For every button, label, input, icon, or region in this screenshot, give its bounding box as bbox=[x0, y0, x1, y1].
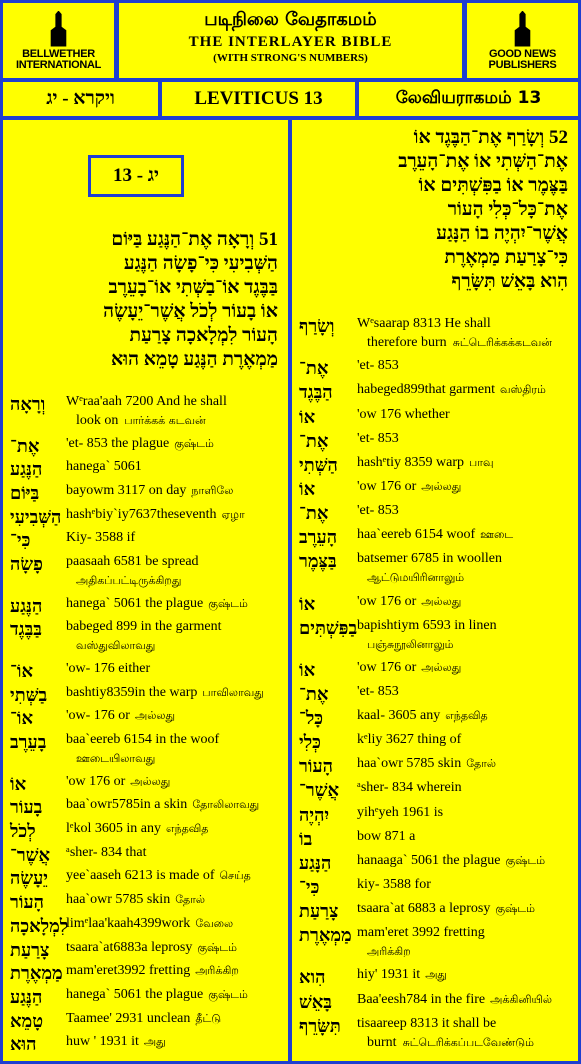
tamil-gloss: குஷ்டம் bbox=[505, 853, 546, 867]
left-word-list bbox=[10, 394, 282, 1058]
hebrew-word: הַנֶּגַע bbox=[10, 459, 43, 480]
title-panel bbox=[119, 3, 462, 78]
tamil-gloss: அது bbox=[143, 1035, 166, 1049]
book-hebrew: ויקרא - יג bbox=[3, 82, 158, 116]
transliteration-gloss bbox=[357, 407, 450, 423]
transliteration-gloss bbox=[357, 992, 552, 1008]
tamil-gloss: ஊடையிலாவது bbox=[76, 752, 156, 766]
tamil-gloss: சுட்டெரிக்கப்படவேண்டும் bbox=[402, 1035, 534, 1049]
gloss-text: kaal- 3605 any bbox=[357, 708, 441, 724]
left-logo-text: BELLWETHER INTERNATIONAL bbox=[15, 47, 102, 71]
gloss-text: 'ow 176 or bbox=[66, 773, 126, 789]
hebrew-word: מַמְאֶרֶת bbox=[10, 963, 63, 984]
gloss-text: bayowm 3117 on day bbox=[66, 482, 187, 498]
transliteration-gloss bbox=[357, 503, 399, 519]
tamil-gloss: அல்லது bbox=[134, 709, 175, 723]
transliteration-gloss bbox=[66, 774, 170, 790]
gloss-text: baa`eereb 6154 in the woof bbox=[66, 732, 220, 748]
tamil-gloss: அது bbox=[425, 968, 447, 982]
hebrew-word: הוּא bbox=[10, 1034, 37, 1055]
book-tamil: லேவியராகமம் 13 bbox=[359, 82, 578, 116]
gloss-text: tisaareep 8313 it shall be bbox=[357, 1015, 497, 1031]
transliteration-gloss bbox=[66, 554, 199, 570]
transliteration-gloss bbox=[66, 940, 237, 956]
hebrew-word: אֶת־ bbox=[299, 502, 329, 523]
transliteration-gloss bbox=[357, 358, 399, 374]
gloss-text: hashᵉtiy 8359 warp bbox=[357, 454, 465, 470]
hebrew-word: וְרָאָה bbox=[10, 394, 46, 414]
gloss-continuation bbox=[367, 570, 464, 586]
transliteration-gloss bbox=[66, 1011, 221, 1027]
gloss-text: 'ow 176 or bbox=[357, 659, 417, 675]
gloss-text: 'ow 176 or bbox=[357, 478, 417, 494]
tamil-gloss: குஷ்டம் bbox=[208, 596, 248, 610]
transliteration-gloss bbox=[66, 394, 227, 410]
hebrew-word: בַּבֶּגֶד bbox=[10, 619, 42, 640]
hebrew-word: צָרַעַת bbox=[10, 939, 50, 960]
gloss-continuation bbox=[367, 944, 411, 960]
tamil-gloss: நாளிலே bbox=[191, 483, 234, 497]
verse-line: 51 וְרָאָה אֶת־הַנֶּגַע בַּיּוֹם bbox=[111, 229, 278, 250]
tamil-gloss: எந்தவித bbox=[165, 822, 209, 836]
transliteration-gloss bbox=[66, 436, 214, 452]
gloss-text: Wᵉraa'aah 7200 And he shall bbox=[66, 394, 227, 409]
transliteration-gloss bbox=[357, 780, 462, 796]
transliteration-gloss bbox=[66, 507, 245, 523]
gloss-continuation-text: therefore burn bbox=[367, 335, 447, 350]
transliteration-gloss bbox=[66, 868, 251, 884]
transliteration-gloss bbox=[357, 925, 485, 941]
tamil-gloss: குஷ்டம் bbox=[174, 436, 214, 450]
gloss-text: hiy' 1931 it bbox=[357, 967, 421, 983]
gloss-text: bashtiy8359in the warp bbox=[66, 684, 198, 700]
verse-line: הָעוֹר לִמְלָאכָה צָרַעַת bbox=[129, 325, 278, 346]
gloss-text: tsaara`at6883a leprosy bbox=[66, 939, 193, 955]
gloss-text: ᵃsher- 834 wherein bbox=[357, 780, 462, 796]
hebrew-word: בַפִּשְׁתִּים bbox=[299, 617, 358, 638]
tamil-gloss: வஸ்துவிலாவது bbox=[76, 639, 156, 653]
transliteration-gloss bbox=[357, 901, 535, 917]
verse-line: 52 וְשָׂרַף אֶת־הַבֶּגֶד אוֹ bbox=[413, 127, 568, 148]
hebrew-word: אֶת־ bbox=[299, 684, 329, 705]
hebrew-word: הִוא bbox=[299, 967, 326, 988]
tamil-gloss: குஷ்டம் bbox=[197, 940, 237, 954]
right-logo-text: GOOD NEWS PUBLISHERS bbox=[488, 47, 557, 71]
hebrew-word: הַנָּגַע bbox=[299, 852, 332, 873]
gloss-text: kiy- 3588 for bbox=[357, 876, 431, 892]
gloss-text: baa`owr5785in a skin bbox=[66, 797, 188, 813]
hebrew-word: אוֹ bbox=[299, 593, 316, 614]
left-logo bbox=[3, 3, 114, 78]
transliteration-gloss bbox=[357, 708, 488, 724]
gloss-text: hashᵉbiy`iy7637theseventh bbox=[66, 506, 217, 522]
transliteration-gloss bbox=[357, 527, 513, 543]
transliteration-gloss bbox=[357, 732, 461, 748]
transliteration-gloss bbox=[357, 829, 415, 845]
hebrew-word: הָעוֹר bbox=[299, 756, 333, 777]
gloss-text: mam'eret3992 fretting bbox=[66, 963, 191, 979]
transliteration-gloss bbox=[357, 551, 502, 567]
hebrew-word: הָעוֹר bbox=[10, 892, 44, 913]
chapter-box: יג - 13 bbox=[88, 155, 184, 197]
gloss-continuation bbox=[76, 573, 181, 589]
hebrew-word: אֶת־ bbox=[299, 430, 329, 451]
hebrew-word: אוֹ bbox=[299, 406, 316, 427]
hebrew-word: טָמֵא bbox=[10, 1010, 44, 1031]
hebrew-word: וְשָׂרַף bbox=[299, 316, 335, 336]
transliteration-gloss bbox=[66, 483, 233, 499]
transliteration-gloss bbox=[66, 963, 239, 979]
gloss-continuation bbox=[76, 413, 206, 429]
tamil-gloss: குஷ்டம் bbox=[495, 902, 535, 916]
gloss-text: haa`owr 5785 skin bbox=[357, 756, 462, 772]
transliteration-gloss bbox=[66, 845, 147, 861]
tamil-gloss: தோல் bbox=[175, 893, 206, 907]
gloss-text: 'et- 853 bbox=[357, 430, 399, 446]
tamil-gloss: அரிக்கிற bbox=[195, 964, 239, 978]
transliteration-gloss bbox=[66, 892, 205, 908]
gloss-text: hanega` 5061 the plague bbox=[66, 986, 204, 1002]
transliteration-gloss bbox=[357, 684, 399, 700]
gloss-text: tsaara`at 6883 a leprosy bbox=[357, 901, 491, 917]
gloss-text: ᵃsher- 834 that bbox=[66, 844, 147, 860]
transliteration-gloss bbox=[357, 853, 545, 869]
title-tamil: படிநிலை வேதாகமம் bbox=[204, 9, 377, 30]
transliteration-gloss bbox=[357, 967, 447, 983]
gloss-continuation bbox=[367, 637, 454, 653]
tamil-gloss: எந்தவித bbox=[445, 709, 488, 723]
gloss-text: 'ow- 176 either bbox=[66, 660, 151, 676]
gloss-text: kᵉliy 3627 thing of bbox=[357, 732, 462, 748]
transliteration-gloss bbox=[66, 797, 259, 813]
gloss-text: 'et- 853 bbox=[357, 502, 399, 518]
transliteration-gloss bbox=[66, 530, 135, 546]
tamil-gloss: வேலை bbox=[195, 916, 234, 930]
gloss-continuation bbox=[76, 638, 155, 654]
bellwether-logo-icon bbox=[46, 11, 72, 47]
right-word-list bbox=[299, 316, 573, 1058]
gloss-text: batsemer 6785 in woollen bbox=[357, 551, 503, 567]
gloss-text: Wᵉsaarap 8313 He shall bbox=[357, 316, 491, 331]
transliteration-gloss bbox=[357, 805, 443, 821]
gloss-continuation bbox=[367, 1035, 534, 1051]
gloss-text: lᵉkol 3605 in any bbox=[66, 821, 161, 837]
transliteration-gloss bbox=[357, 1016, 496, 1032]
tamil-gloss: குஷ்டம் bbox=[208, 987, 248, 1001]
hebrew-word: הַשְּׁבִיעִי bbox=[10, 506, 62, 527]
verse-line: בַּבֶּגֶד אוֹ־בַשְּׁתִי אוֹ־בָעֵרֶב bbox=[108, 277, 278, 298]
hebrew-word: אוֹ bbox=[10, 773, 27, 794]
verse-line: מַמְאֶרֶת הַנֶּגַע טָמֵא הוּא bbox=[111, 349, 278, 370]
verse-line: הִוא בָּאֵשׁ תִּשָּׂרֵף bbox=[451, 271, 568, 292]
right-verse bbox=[300, 126, 568, 294]
hebrew-word: פָשָׂה bbox=[10, 554, 43, 575]
verse-line: אוֹ בָעוֹר לְכֹל אֲשֶׁר־יֵעָשֶׂה bbox=[103, 301, 278, 322]
gloss-text: 'et- 853 bbox=[357, 684, 399, 700]
gloss-continuation-text: burnt bbox=[367, 1034, 397, 1050]
hebrew-word: אֲשֶׁר־ bbox=[10, 844, 51, 865]
gloss-text: paasaah 6581 be spread bbox=[66, 554, 199, 570]
hebrew-word: כִּי־ bbox=[10, 530, 31, 551]
title-english: THE INTERLAYER BIBLE bbox=[188, 34, 393, 50]
tamil-gloss: பாவிலாவது bbox=[202, 685, 264, 699]
hebrew-word: לְכֹל bbox=[10, 821, 36, 842]
hebrew-word: בַּצֶּמֶר bbox=[299, 551, 337, 572]
hebrew-word: אֶת־ bbox=[10, 435, 40, 456]
tamil-gloss: செய்த bbox=[219, 869, 251, 883]
gloss-text: 'et- 853 the plague bbox=[66, 435, 170, 451]
good-news-logo-icon bbox=[510, 11, 536, 47]
verse-line: אֶת־הַשְּׁתִי אוֹ אֶת־הָעֵרֶב bbox=[398, 151, 568, 172]
gloss-text: bow 871 a bbox=[357, 828, 416, 844]
verse-line: הַשְּׁבִיעִי כִּי־פָשָׂה הַנֶּגַע bbox=[123, 253, 278, 274]
tamil-gloss: தீட்டு bbox=[195, 1011, 222, 1025]
gloss-continuation bbox=[367, 335, 552, 351]
transliteration-gloss bbox=[66, 1034, 166, 1050]
hebrew-word: בַשְּׁתִי bbox=[10, 684, 48, 705]
transliteration-gloss bbox=[357, 594, 461, 610]
hebrew-word: בָעֵרֶב bbox=[10, 732, 47, 753]
transliteration-gloss bbox=[66, 685, 264, 701]
hebrew-word: הַבֶּגֶד bbox=[299, 382, 333, 403]
transliteration-gloss bbox=[66, 708, 175, 724]
tamil-gloss: வஸ்திரம் bbox=[500, 383, 546, 397]
gloss-text: hanaaga` 5061 the plague bbox=[357, 852, 501, 868]
hebrew-word: מַמְאֶרֶת bbox=[299, 925, 352, 946]
tamil-gloss: ஏழா bbox=[221, 507, 245, 521]
gloss-text: mam'eret 3992 fretting bbox=[357, 925, 485, 941]
gloss-text: hanega` 5061 bbox=[66, 459, 142, 475]
tamil-gloss: அல்லது bbox=[421, 660, 462, 674]
gloss-text: 'ow- 176 or bbox=[66, 708, 130, 724]
hebrew-word: אוֹ bbox=[299, 478, 316, 499]
hebrew-word: יֵעָשֶׂה bbox=[10, 868, 49, 889]
gloss-text: 'ow 176 whether bbox=[357, 406, 450, 422]
tamil-gloss: அல்லது bbox=[130, 774, 171, 788]
tamil-gloss: அரிக்கிற bbox=[367, 945, 411, 959]
transliteration-gloss bbox=[66, 459, 142, 475]
hebrew-word: הַשְּׁתִי bbox=[299, 454, 338, 475]
tamil-gloss: அக்கினியில் bbox=[490, 992, 552, 1006]
hebrew-word: אוֹ־ bbox=[10, 708, 34, 729]
transliteration-gloss bbox=[357, 382, 546, 398]
tamil-gloss: அதிகப்பட்டிருக்கிறது bbox=[76, 574, 182, 588]
hebrew-word: בַּיּוֹם bbox=[10, 482, 40, 503]
hebrew-word: אֲשֶׁר־ bbox=[299, 780, 340, 801]
gloss-text: babeged 899 in the garment bbox=[66, 619, 222, 635]
transliteration-gloss bbox=[357, 877, 431, 893]
hebrew-word: כִּי־ bbox=[299, 876, 320, 897]
hebrew-word: בָּאֵשׁ bbox=[299, 991, 332, 1012]
transliteration-gloss bbox=[357, 479, 461, 495]
transliteration-gloss bbox=[66, 732, 219, 748]
book-english: LEVITICUS 13 bbox=[162, 82, 355, 116]
transliteration-gloss bbox=[66, 916, 233, 932]
tamil-gloss: அல்லது bbox=[421, 479, 462, 493]
gloss-text: huw ' 1931 it bbox=[66, 1034, 139, 1050]
verse-line: אֶת־כָּל־כְּלִי הָעוֹר bbox=[447, 199, 568, 220]
transliteration-gloss bbox=[66, 987, 248, 1003]
transliteration-gloss bbox=[357, 455, 494, 471]
gloss-continuation bbox=[76, 751, 155, 767]
hebrew-word: כָּל־ bbox=[299, 708, 324, 729]
hebrew-word: אוֹ־ bbox=[10, 660, 34, 681]
transliteration-gloss bbox=[357, 431, 399, 447]
tamil-gloss: ஊடை bbox=[480, 528, 514, 542]
gloss-text: haa`eereb 6154 woof bbox=[357, 527, 476, 543]
gloss-text: limᵉlaa'kaah4399work bbox=[66, 915, 191, 931]
gloss-text: hanega` 5061 the plague bbox=[66, 595, 204, 611]
verse-line: אֲשֶׁר־יִהְיֶה בוֹ הַנָּגַע bbox=[436, 223, 568, 244]
gloss-text: Taamee' 2931 unclean bbox=[66, 1010, 191, 1026]
title-subtitle: (WITH STRONG'S NUMBERS) bbox=[213, 52, 368, 64]
gloss-text: 'ow 176 or bbox=[357, 593, 417, 609]
hebrew-word: כְּלִי bbox=[299, 732, 321, 753]
tamil-gloss: பாவு bbox=[469, 455, 494, 469]
gloss-text: haa`owr 5785 skin bbox=[66, 892, 171, 908]
right-logo bbox=[467, 3, 578, 78]
tamil-gloss: பஞ்சுநூலினாலும் bbox=[367, 637, 454, 651]
hebrew-word: הַנֶּגַע bbox=[10, 986, 43, 1007]
transliteration-gloss bbox=[66, 596, 248, 612]
gloss-text: bapishtiym 6593 in linen bbox=[357, 617, 497, 633]
tamil-gloss: தோலிலாவது bbox=[192, 798, 260, 812]
hebrew-word: בוֹ bbox=[299, 828, 313, 849]
transliteration-gloss bbox=[357, 756, 496, 772]
hebrew-word: אוֹ bbox=[299, 659, 316, 680]
transliteration-gloss bbox=[357, 618, 497, 634]
hebrew-word: הַנֶּגַע bbox=[10, 595, 43, 616]
verse-line: כִּי־צָרַעַת מַמְאֶרֶת bbox=[444, 247, 568, 268]
gloss-text: yihᵉyeh 1961 is bbox=[357, 804, 444, 820]
left-verse bbox=[10, 228, 278, 372]
hebrew-word: צָרַעַת bbox=[299, 901, 339, 922]
hebrew-word: לִמְלָאכָה bbox=[10, 915, 69, 936]
verse-line: בַּצֶּמֶר אוֹ בַפִּשְׁתִּים אוֹ bbox=[418, 175, 568, 196]
hebrew-word: תִּשָּׂרֵף bbox=[299, 1015, 341, 1036]
tamil-gloss: சுட்டெரிக்கக்கடவன் bbox=[452, 336, 552, 349]
tamil-gloss: அல்லது bbox=[421, 594, 462, 608]
transliteration-gloss bbox=[66, 821, 208, 837]
gloss-text: yee`aaseh 6213 is made of bbox=[66, 868, 215, 884]
gloss-continuation-text: look on bbox=[76, 413, 119, 428]
tamil-gloss: பார்க்கக் கடவன் bbox=[124, 414, 206, 427]
hebrew-word: הָעֵרֶב bbox=[299, 527, 338, 548]
tamil-gloss: தோல் bbox=[466, 757, 497, 771]
gloss-text: Kiy- 3588 if bbox=[66, 530, 136, 546]
hebrew-word: אֶת־ bbox=[299, 358, 329, 379]
tamil-gloss: ஆட்டுமயிரினாலும் bbox=[367, 571, 465, 585]
hebrew-word: יִהְיֶה bbox=[299, 804, 330, 825]
gloss-text: Baa'eesh784 in the fire bbox=[357, 991, 486, 1007]
transliteration-gloss bbox=[357, 316, 491, 332]
transliteration-gloss bbox=[66, 619, 222, 635]
transliteration-gloss bbox=[357, 660, 461, 676]
gloss-text: 'et- 853 bbox=[357, 358, 399, 374]
transliteration-gloss bbox=[66, 661, 150, 677]
gloss-text: habeged899that garment bbox=[357, 382, 496, 398]
hebrew-word: בָעוֹר bbox=[10, 797, 43, 818]
